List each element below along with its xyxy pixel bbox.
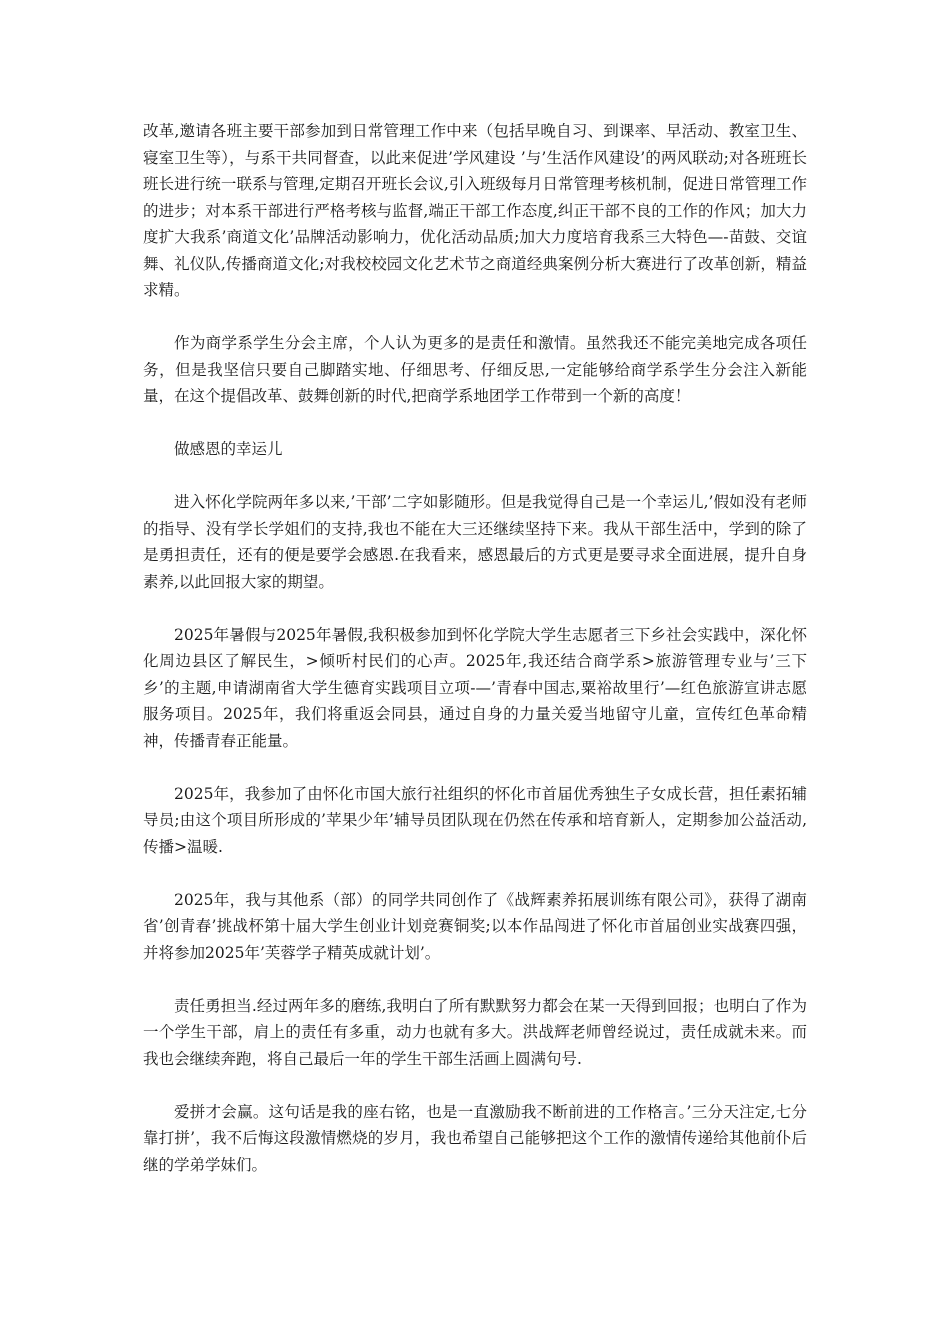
document-body <box>143 118 807 1205</box>
paragraph-chairman: 作为商学系学生分会主席，个人认为更多的是责任和激情。虽然我还不能完美地完成各项任务，但是我坚信只要自己脚踏实地、仔细思考、仔细反思,一定能够给商学系学生分会注入新能量，在这个提倡改革、鼓舞创新的时代,把商学系地团学工作带到一个新的高度！ <box>143 334 807 405</box>
paragraph-motto: 爱拼才会赢。这句话是我的座右铭，也是一直激励我不断前进的工作格言。’三分天注定,七分靠打拼’，我不后悔这段激情燃烧的岁月，我也希望自己能够把这个工作的激情传递给其他前仆后继的学弟学妹们。 <box>143 1102 807 1174</box>
paragraph-reform: 改革,邀请各班主要干部参加到日常管理工作中来（包括早晚自习、到课率、早活动、教室卫生、寝室卫生等），与系干共同督查，以此来促进’学风建设 ’与’生活作风建设’的两风联动;对各班班长班长进行统一联系与管理,定期召开班长会议,引入班级每月日常管理考核机制，促进日常管理工作的进步；对本系干部进行严格考核与监督,端正干部工作态度,纠正干部不良的工作的作风；加大力度扩大我系’商道文化’品牌活动影响力，优化活动品质;加大力度培育我系三大特色—-苗鼓、交谊舞、礼仪队,传播商道文化;对我校校园文化艺术节之商道经典案例分析大赛进行了改革创新，精益求精。 <box>143 122 807 299</box>
paragraph-responsibility: 责任勇担当.经过两年多的磨练,我明白了所有默默努力都会在某一天得到回报；也明白了作为一个学生干部，肩上的责任有多重，动力也就有多大。洪战辉老师曾经说过，责任成就未来。而我也会继续奔跑，将自己最后一年的学生干部生活画上圆满句号. <box>143 996 807 1068</box>
paragraph-startup: 2025年，我与其他系（部）的同学共同创作了《战辉素养拓展训练有限公司》，获得了湖南省’创青春’挑战杯第十届大学生创业计划竞赛铜奖;以本作品闯进了怀化市首届创业实战赛四强，并将参加2025年’芙蓉学子精英成就计划’。 <box>143 890 807 962</box>
paragraph-gratitude: 进入怀化学院两年多以来,’干部’二字如影随形。但是我觉得自己是一个幸运儿,’假如没有老师的指导、没有学长学姐们的支持,我也不能在大三还继续坚持下来。我从干部生活中，学到的除了是勇担责任，还有的便是要学会感恩.在我看来，感恩最后的方式更是要寻求全面进展，提升自身素养,以此回报大家的期望。 <box>143 493 807 591</box>
paragraph-camp: 2025年，我参加了由怀化市国大旅行社组织的怀化市首届优秀独生子女成长营，担任素拓辅导员;由这个项目所形成的’苹果少年’辅导员团队现在仍然在传承和培育新人，定期参加公益活动,传播>温暖. <box>143 784 807 856</box>
section-heading: 做感恩的幸运儿 <box>174 440 283 458</box>
paragraph-volunteer: 2025年暑假与2025年暑假,我积极参加到怀化学院大学生志愿者三下乡社会实践中，深化怀化周边县区了解民生，>倾听村民们的心声。2025年,我还结合商学系>旅游管理专业与’三下乡’的主题,申请湖南省大学生德育实践项目立项-—’青春中国志,粟裕故里行’—红色旅游宣讲志愿服务项目。2025年，我们将重返会同县，通过自身的力量关爱当地留守儿童，宣传红色革命精神，传播青春正能量。 <box>143 625 807 750</box>
